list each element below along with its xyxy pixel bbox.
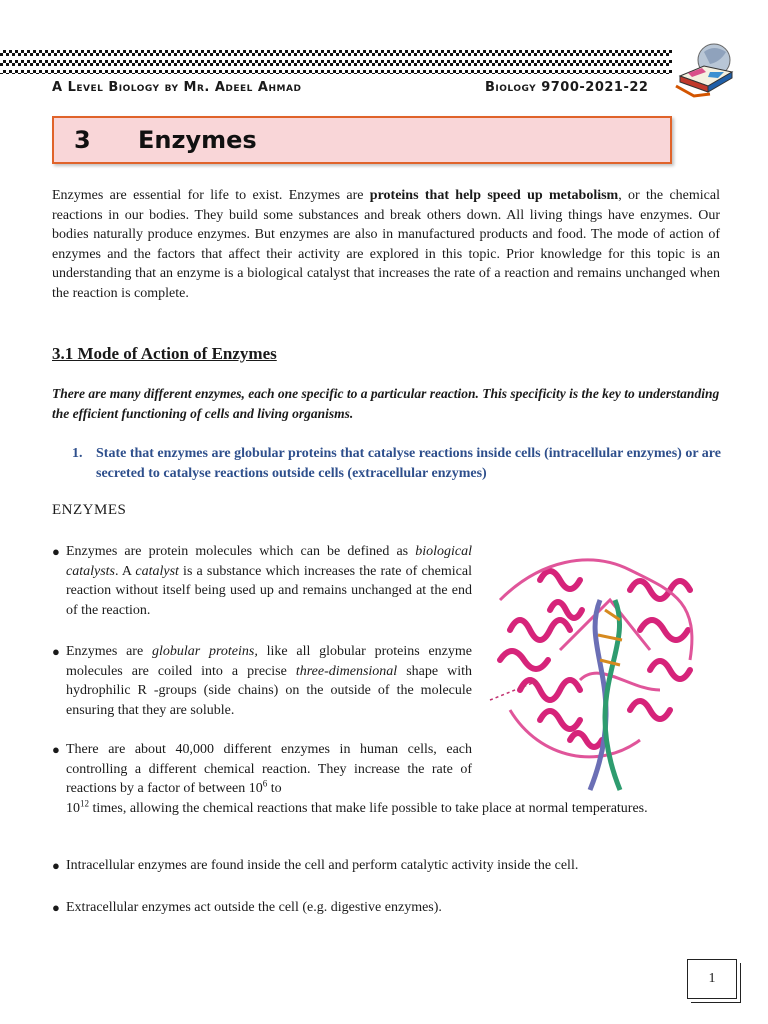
list-item [52,856,720,876]
specificity-note: There are many different enzymes, each one specific to a particular reaction. This specificity is the key to understanding the efficient functioning of cells and living organisms. [52,386,720,421]
list-item [52,542,472,620]
bullet-text: Extracellular enzymes act outside the cell (e.g. digestive enzymes). [66,900,442,915]
intro-text: , or the chemical reactions in our bodies. They build some substances and break others down. All living things have enzymes. Our bodies naturally produce enzymes. But enzymes are also in manufactured products and food. The mode of action of enzymes and the factors that affect their activity are explored in this topic. Prior knowledge for this topic is an understanding that an enzyme is a biological catalyst that increases the rate of a reaction and remains unchanged when the reaction is complete. [52,188,720,301]
enzyme-dna-structure-image [480,540,720,800]
list-item [52,642,472,720]
intro-bold-text: proteins that help speed up metabolism [369,188,619,203]
chapter-number: 3 [74,126,91,154]
section-heading: 3.1 Mode of Action of Enzymes [52,344,277,363]
header-decoration-band [0,60,672,66]
intro-paragraph [52,186,720,303]
page-number-box [687,959,737,999]
header-course: Biology 9700-2021-22 [485,80,649,95]
page-number: 1 [708,971,716,986]
bullet-text: There are about 40,000 different enzymes in human cells, each controlling a different chemical reaction. They increase the rate of reactions by a factor of between $10^6$ to $10^{12}$ times, allowing the chemical reactions that make life possible to take place at normal temperatures. [66,742,648,816]
header-author: A Level Biology by Mr. Adeel Ahmad [52,80,302,95]
bullet-text: Enzymes are globular proteins, like all globular proteins enzyme molecules are coiled into a precise three-dimensional shape with hydrophilic R -groups (side chains) on the outside of the molecule ensuring that they are soluble. [66,644,472,718]
bullet-icon: ● [52,900,60,915]
chapter-title: Enzymes [138,126,257,154]
learning-objective [72,444,724,484]
header-decoration-band [0,50,672,56]
bullet-icon: ● [52,858,60,873]
bullet-icon: ● [52,742,60,757]
bullet-icon: ● [52,544,60,559]
enzymes-subheading: ENZYMES [52,502,127,518]
book-icon [674,42,740,100]
bullet-text: Intracellular enzymes are found inside the cell and perform catalytic activity inside the cell. [66,858,579,873]
objective-text: State that enzymes are globular proteins that catalyse reactions inside cells (intracellular enzymes) or are secreted to catalyse reactions outside cells (extracellular enzymes) [96,446,721,481]
bullet-text: Enzymes are protein molecules which can be defined as biological catalysts. A catalyst is a substance which increases the rate of chemical reaction without itself being used up and remains unchanged at the end of the reaction. [66,544,472,618]
header-decoration-band [0,70,672,74]
intro-text: Enzymes are essential for life to exist. Enzymes are [52,188,370,203]
chapter-title-box [52,116,672,164]
list-item [52,898,720,918]
objective-number: 1. [72,446,83,461]
bullet-icon: ● [52,644,60,659]
